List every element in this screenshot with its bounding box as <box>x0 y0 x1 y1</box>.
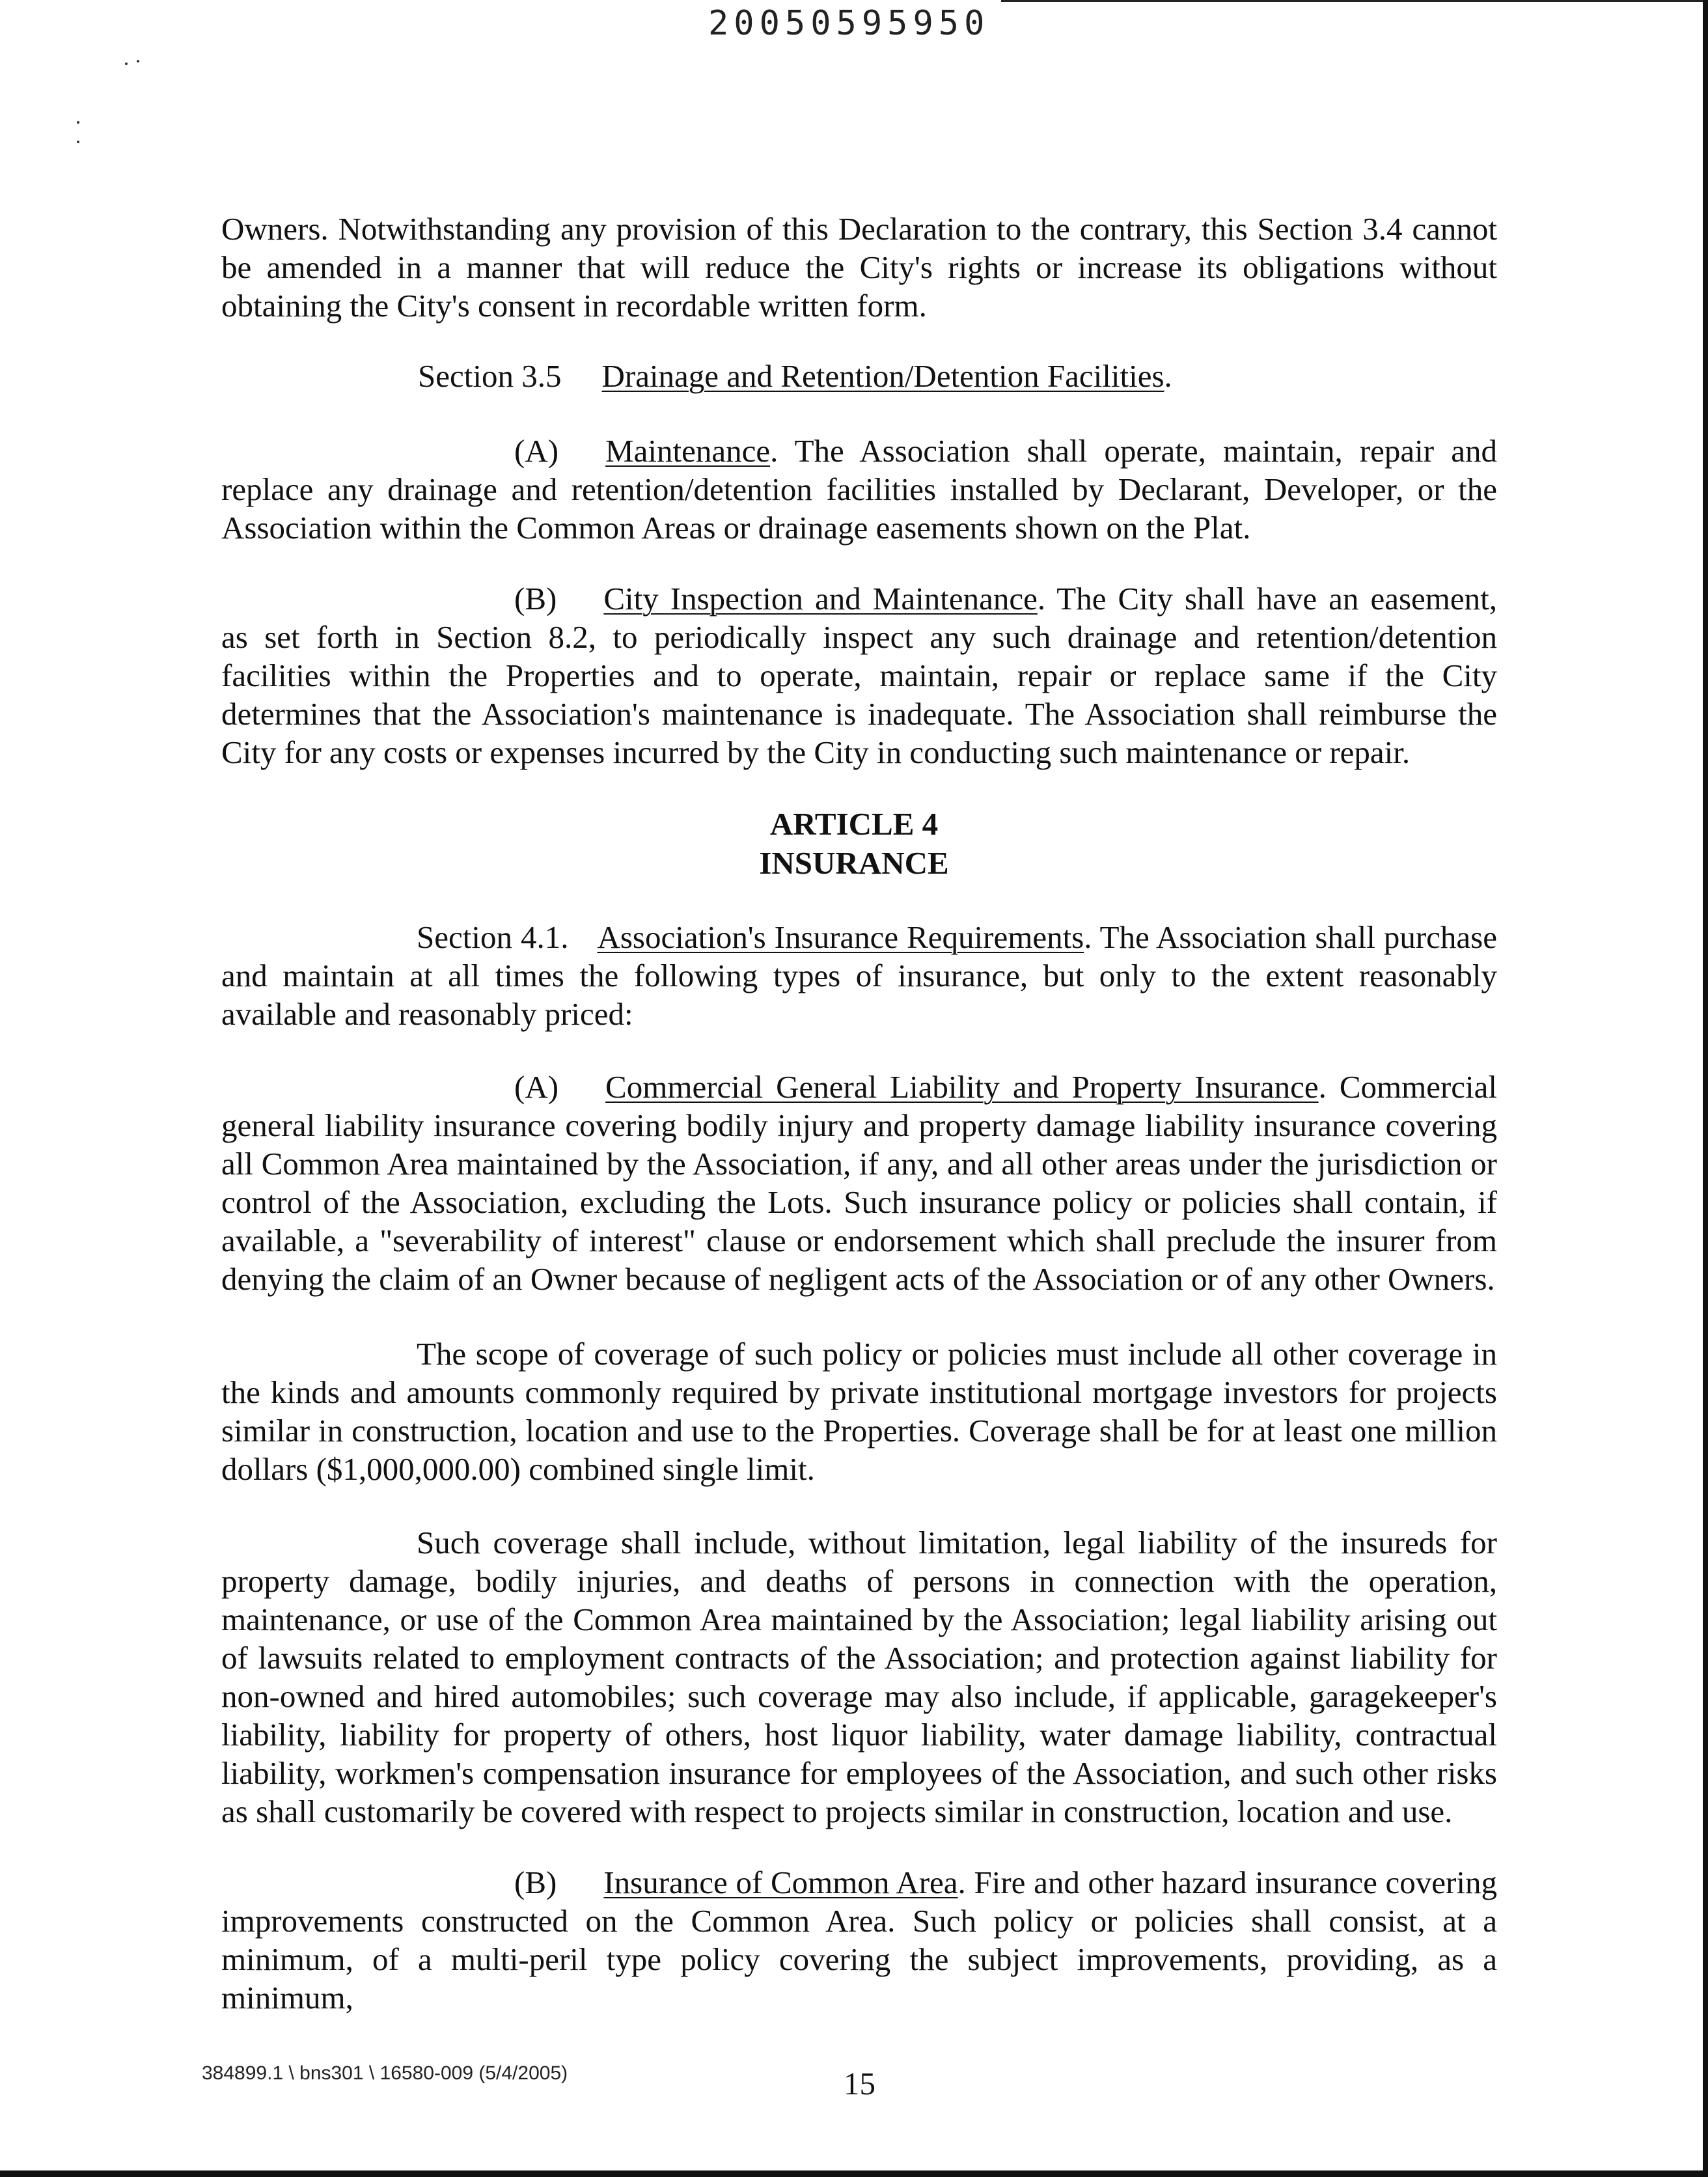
scan-speck <box>77 121 79 124</box>
footer-document-id: 384899.1 \ bns301 \ 16580-009 (5/4/2005) <box>202 2062 568 2084</box>
section-4-1-a-label: (A) <box>514 1069 559 1105</box>
scan-speck <box>125 62 128 65</box>
section-3-5-b-title: City Inspection and Maintenance <box>603 581 1038 617</box>
section-3-5-a-title: Maintenance <box>605 433 771 469</box>
section-4-1: Section 4.1. Association's Insurance Requirements. The Association shall purchase and maintain at all times the following types of insurance, but only to the extent reasonably available and reasonably priced: <box>221 919 1498 1032</box>
section-3-5-b-label: (B) <box>514 581 557 617</box>
section-3-5-heading: Section 3.5 Drainage and Retention/Detention Facilities. <box>418 358 1172 394</box>
section-4-1-a: (A) Commercial General Liability and Property Insurance. Commercial general liability insurance covering bodily injury and property damage liability insurance covering all Common Area maintained by the Association, if any, and all other areas under the jurisdiction or control of the Association, excluding the Lots. Such insurance policy or policies shall contain, if available, a "severability of interest" clause or endorsement which shall preclude the insurer from denying the claim of an Owner because of negligent acts of the Association or of any other Owners. <box>221 1069 1498 1297</box>
scan-speck <box>137 60 139 62</box>
article-subheading: INSURANCE <box>759 845 949 881</box>
scope-paragraph: The scope of coverage of such policy or policies must include all other coverage in the kinds and amounts commonly required by private institutional mortgage investors for projects similar in construction, location and use to the Properties. Coverage shall be for at least one million dollars ($1,000,000.00) combined single limit. <box>221 1336 1497 1487</box>
document-number: 20050595950 <box>708 4 990 43</box>
section-3-5-a-label: (A) <box>514 433 559 469</box>
section-3-5-number: Section 3.5 <box>418 358 562 394</box>
section-3-5-a: (A) Maintenance. The Association shall operate, maintain, repair and replace any drainage and retention/detention facilities installed by Declarant, Developer, or the Association within the Common Areas or drainage easements shown on the Plat. <box>221 433 1497 546</box>
section-3-5-b: (B) City Inspection and Maintenance. The City shall have an easement, as set forth in Section 8.2, to periodically inspect any such drainage and retention/detention facilities within the Properties and to operate, maintain, repair or replace same if the City determines that the Association's maintenance is inadequate. The Association shall reimburse the City for any costs or expenses incurred by the City in conducting such maintenance or repair. <box>221 581 1497 770</box>
section-4-1-intro: The Association shall purchase and maintain at all times the following types of insurance, but only to the extent reasonably available and reasonably priced: <box>221 919 1498 1032</box>
coverage-paragraph: Such coverage shall include, without limitation, legal liability of the insureds for property damage, bodily injuries, and deaths of persons in connection with the operation, maintenance, or use of the Common Area maintained by the Association; legal liability arising out of lawsuits related to employment contracts of the Association; and protection against liability for non-owned and hired automobiles; such coverage may also include, if applicable, garagekeeper's liability, liability for property of others, host liquor liability, water damage liability, contractual liability, workmen's compensation insurance for employees of the Association, and such other risks as shall customarily be covered with respect to projects similar in construction, location and use. <box>221 1525 1497 1829</box>
article-heading: ARTICLE 4 <box>769 806 939 842</box>
section-4-1-b: (B) Insurance of Common Area. Fire and other hazard insurance covering improvements constructed on the Common Area. Such policy or policies shall consist, at a minimum, of a multi-peril type policy covering the subject improvements, providing, as a minimum, <box>221 1865 1497 2016</box>
section-4-1-b-text: Fire and other hazard insurance covering improvements constructed on the Common Area. Such policy or policies shall consist, at a minimum, of a multi-peril type policy covering the subject improvements, providing, as a minimum, <box>221 1865 1497 2016</box>
section-4-1-b-title: Insurance of Common Area <box>603 1865 958 1900</box>
section-4-1-number: Section 4.1. <box>417 919 569 955</box>
paragraph-continuation: Owners. Notwithstanding any provision of this Declaration to the contrary, this Section 3.4 cannot be amended in a manner that will reduce the City's rights or increase its obligations without obtaining the City's consent in recordable written form. <box>221 211 1497 324</box>
section-4-1-b-label: (B) <box>514 1865 557 1900</box>
section-3-5-title: Drainage and Retention/Detention Facilities <box>601 358 1164 394</box>
top-rule <box>1001 0 1703 2</box>
section-4-1-title: Association's Insurance Requirements <box>597 919 1084 955</box>
scan-speck <box>77 141 79 143</box>
section-3-5-b-text: The City shall have an easement, as set forth in Section 8.2, to periodically inspect any such drainage and retention/detention facilities within the Properties and to operate, maintain, repair or replace same if the City determines that the Association's maintenance is inadequate. The Association shall reimburse the City for any costs or expenses incurred by the City in conducting such maintenance or repair. <box>221 581 1497 770</box>
page-number: 15 <box>844 2066 875 2101</box>
section-3-5-a-text: The Association shall operate, maintain, repair and replace any drainage and retention/detention facilities installed by Declarant, Developer, or the Association within the Common Areas or drainage easements shown on the Plat. <box>221 433 1497 546</box>
section-4-1-a-title: Commercial General Liability and Property Insurance <box>605 1069 1319 1105</box>
section-4-1-a-text: Commercial general liability insurance covering bodily injury and property damage liability insurance covering all Common Area maintained by the Association, if any, and all other areas under the jurisdiction or control of the Association, excluding the Lots. Such insurance policy or policies shall contain, if available, a "severability of interest" clause or endorsement which shall preclude the insurer from denying the claim of an Owner because of negligent acts of the Association or of any other Owners. <box>221 1069 1498 1297</box>
